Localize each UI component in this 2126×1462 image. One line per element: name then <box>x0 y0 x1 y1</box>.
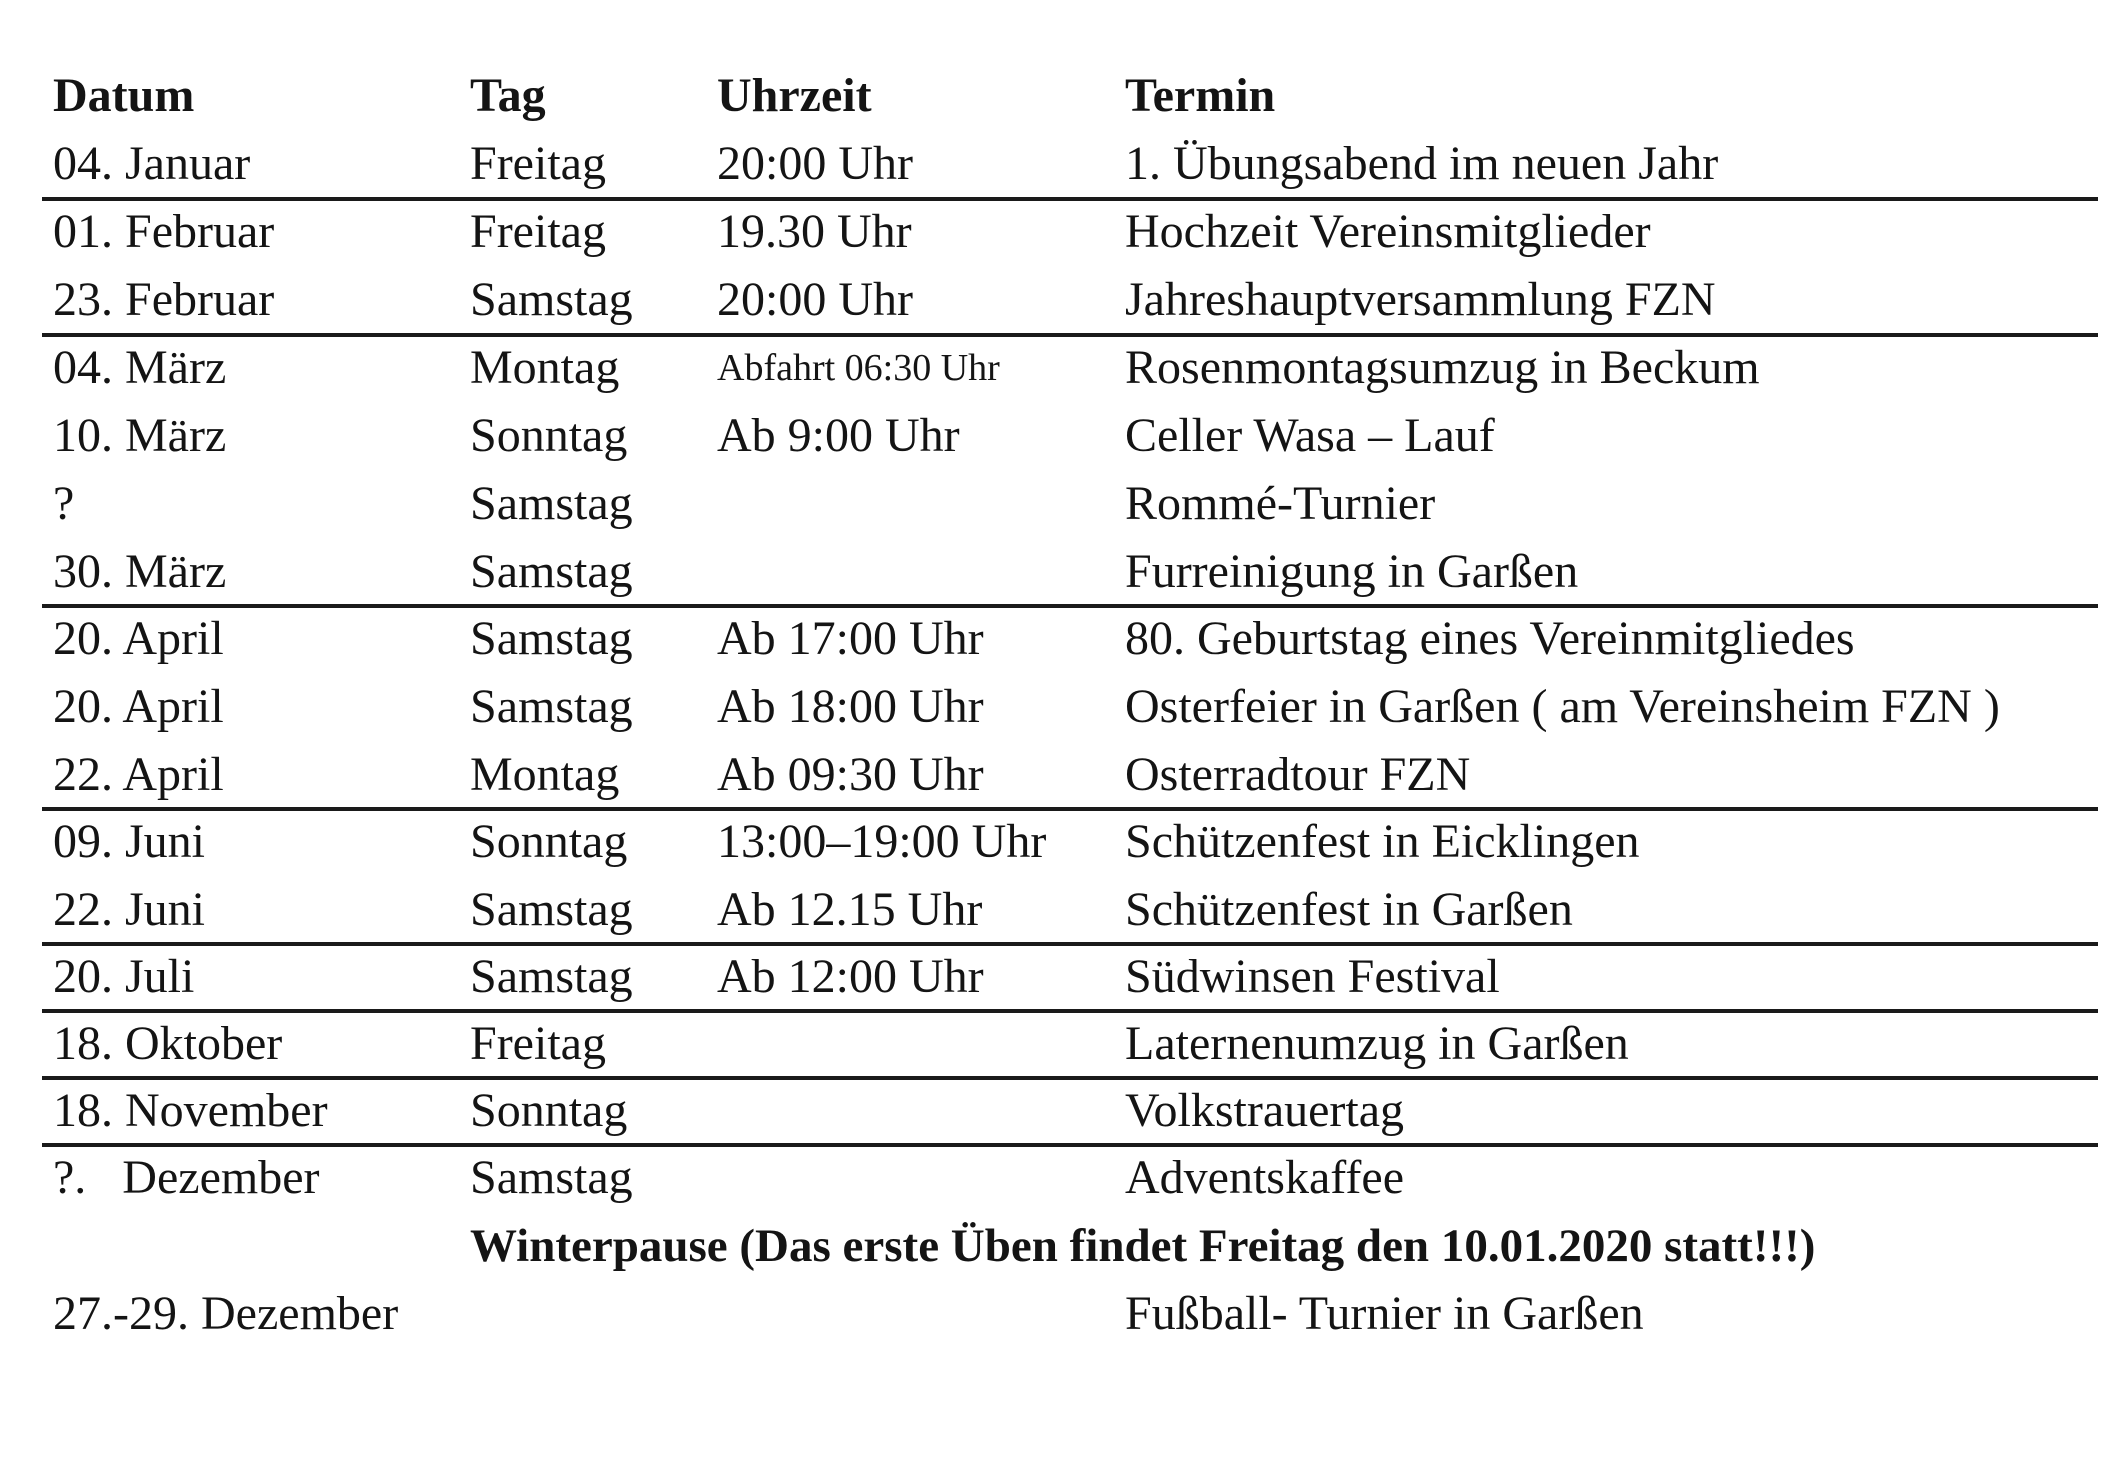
cell-termin: Jahreshauptversammlung FZN <box>1125 273 1716 326</box>
table-row <box>0 470 2126 538</box>
cell-termin: Adventskaffee <box>1125 1151 1404 1204</box>
cell-termin: Schützenfest in Eicklingen <box>1125 815 1640 868</box>
cell-uhrzeit: Abfahrt 06:30 Uhr <box>717 347 1000 389</box>
header-termin: Termin <box>1125 69 1276 122</box>
table-row <box>0 334 2126 402</box>
table-row <box>0 198 2126 266</box>
cell-tag: Montag <box>470 341 620 394</box>
cell-uhrzeit: Ab 09:30 Uhr <box>717 748 984 801</box>
cell-datum: 10. März <box>53 409 227 462</box>
cell-uhrzeit: 13:00–19:00 Uhr <box>717 815 1047 868</box>
cell-datum: 09. Juni <box>53 815 206 868</box>
cell-tag: Sonntag <box>470 815 628 868</box>
table-row <box>0 808 2126 876</box>
table-row <box>0 1144 2126 1212</box>
cell-tag: Samstag <box>470 1151 633 1204</box>
cell-datum: 04. März <box>53 341 227 394</box>
cell-uhrzeit: 20:00 Uhr <box>717 273 913 326</box>
cell-termin: Rommé-Turnier <box>1125 477 1436 530</box>
cell-termin: Hochzeit Vereinsmitglieder <box>1125 205 1651 258</box>
cell-datum: 22. April <box>53 748 224 801</box>
cell-termin: 1. Übungsabend im neuen Jahr <box>1125 137 1719 190</box>
cell-tag: Samstag <box>470 612 633 665</box>
cell-termin: Laternenumzug in Garßen <box>1125 1017 1629 1070</box>
cell-datum: 27.-29. Dezember <box>53 1287 399 1340</box>
cell-tag: Freitag <box>470 1017 606 1070</box>
cell-datum: 01. Februar <box>53 205 275 258</box>
cell-datum: 30. März <box>53 545 227 598</box>
table-row <box>0 876 2126 944</box>
table-row <box>0 402 2126 470</box>
cell-tag: Samstag <box>470 545 633 598</box>
table-row <box>0 1280 2126 1348</box>
cell-tag: Samstag <box>470 273 633 326</box>
cell-tag: Samstag <box>470 477 633 530</box>
table-row <box>0 1010 2126 1078</box>
cell-datum: ? <box>53 477 75 530</box>
cell-uhrzeit: Ab 9:00 Uhr <box>717 409 960 462</box>
cell-termin: Fußball- Turnier in Garßen <box>1125 1287 1644 1340</box>
cell-datum: 20. Juli <box>53 950 195 1003</box>
cell-datum: 20. April <box>53 680 224 733</box>
table-row <box>0 266 2126 334</box>
cell-termin: 80. Geburtstag eines Vereinmitgliedes <box>1125 612 1855 665</box>
header-tag: Tag <box>470 69 546 122</box>
cell-termin: Celler Wasa – Lauf <box>1125 409 1495 462</box>
table-row <box>0 538 2126 606</box>
table-row <box>0 130 2126 198</box>
cell-uhrzeit: Ab 17:00 Uhr <box>717 612 984 665</box>
cell-termin: Schützenfest in Garßen <box>1125 883 1573 936</box>
cell-termin: Osterfeier in Garßen ( am Vereinsheim FZN ) <box>1125 680 2000 733</box>
table-row <box>0 605 2126 673</box>
cell-datum: 18. November <box>53 1084 328 1137</box>
cell-datum: 20. April <box>53 612 224 665</box>
cell-tag: Sonntag <box>470 1084 628 1137</box>
table-row <box>0 1077 2126 1145</box>
cell-uhrzeit: Ab 18:00 Uhr <box>717 680 984 733</box>
cell-datum: 23. Februar <box>53 273 275 326</box>
cell-datum: 22. Juni <box>53 883 206 936</box>
cell-uhrzeit: 20:00 Uhr <box>717 137 913 190</box>
cell-tag: Montag <box>470 748 620 801</box>
cell-datum: 18. Oktober <box>53 1017 283 1070</box>
cell-uhrzeit: Ab 12.15 Uhr <box>717 883 983 936</box>
cell-termin: Volkstrauertag <box>1125 1084 1405 1137</box>
cell-termin: Rosenmontagsumzug in Beckum <box>1125 341 1760 394</box>
cell-datum: 04. Januar <box>53 137 251 190</box>
header-datum: Datum <box>53 69 195 122</box>
cell-termin: Furreinigung in Garßen <box>1125 545 1579 598</box>
table-row <box>0 943 2126 1011</box>
cell-termin: Osterradtour FZN <box>1125 748 1471 801</box>
cell-tag: Freitag <box>470 205 606 258</box>
cell-tag: Samstag <box>470 680 633 733</box>
table-row <box>0 741 2126 809</box>
header-uhrzeit: Uhrzeit <box>717 69 872 122</box>
winter-break-note: Winterpause (Das erste Üben findet Freitag den 10.01.2020 statt!!!) <box>470 1220 1816 1272</box>
cell-tag: Samstag <box>470 950 633 1003</box>
cell-tag: Sonntag <box>470 409 628 462</box>
cell-tag: Freitag <box>470 137 606 190</box>
cell-uhrzeit: Ab 12:00 Uhr <box>717 950 984 1003</box>
cell-tag: Samstag <box>470 883 633 936</box>
cell-datum: ?. Dezember <box>53 1151 320 1204</box>
cell-termin: Südwinsen Festival <box>1125 950 1500 1003</box>
table-header <box>0 62 2126 130</box>
table-row <box>0 673 2126 741</box>
cell-uhrzeit: 19.30 Uhr <box>717 205 912 258</box>
